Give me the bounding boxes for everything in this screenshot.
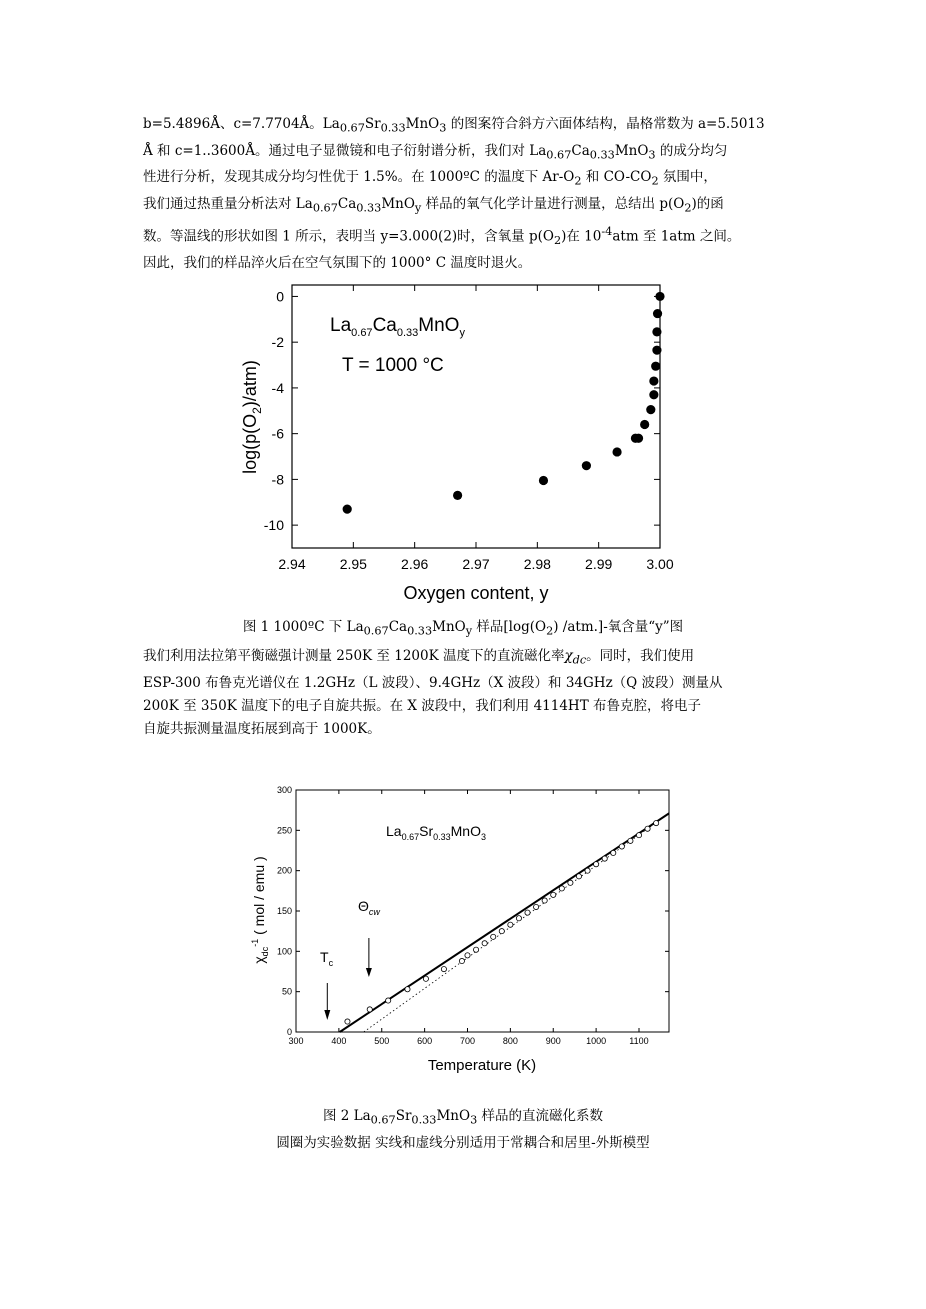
y-tick-label: 250: [276, 825, 292, 836]
x-tick-label: 700: [459, 1036, 476, 1046]
x-tick-label: 2.97: [462, 556, 490, 572]
x-tick-label: 1000: [586, 1036, 607, 1046]
paragraph-line: Å 和 c=1..3600Å。通过电子显微镜和电子衍射谱分析，我们对 $La_{0.67}Ca_{0.33}MnO_3$ 的成分均匀: [143, 142, 728, 162]
data-point: [491, 934, 496, 939]
x-tick-label: 2.95: [339, 556, 367, 572]
chart-title: $La_{0.67}Sr_{0.33}MnO_3$: [386, 823, 486, 842]
data-point: [651, 362, 660, 371]
y-tick-label: -6: [271, 425, 284, 442]
data-point: [602, 856, 607, 861]
top-paragraph: [143, 113, 788, 275]
data-point: [508, 922, 513, 927]
data-point: [459, 958, 464, 963]
y-tick-label: -2: [271, 334, 284, 351]
data-point: [652, 346, 661, 355]
y-tick-label: 300: [276, 785, 292, 795]
data-point: [441, 966, 446, 971]
paragraph-line: 我们利用法拉第平衡磁强计测量 250K 至 1200K 温度下的直流磁化率$\chi_{dc}$。同时，我们使用: [143, 648, 695, 667]
x-tick-label: 800: [502, 1036, 518, 1046]
y-tick-label: 100: [276, 946, 292, 957]
data-point: [525, 910, 530, 915]
paragraph-line: 性进行分析，发现其成分均匀性优于 1.5%。在 1000ºC 的温度下 $Ar-O_2$ 和 $CO-CO_2$ 氛围中，: [143, 169, 717, 189]
y-tick-label: -4: [271, 379, 284, 396]
x-tick-label: 2.98: [523, 556, 551, 572]
y-tick-label: 150: [276, 906, 292, 916]
data-point: [533, 904, 538, 909]
x-tick-label: 2.99: [585, 556, 613, 572]
x-tick-label: 600: [417, 1036, 433, 1046]
data-point: [576, 874, 581, 879]
data-point: [649, 390, 658, 399]
tc-arrowhead: [324, 1010, 330, 1020]
data-point: [640, 420, 649, 429]
data-point: [653, 309, 662, 318]
figure-1-caption: 图 1 1000ºC 下 $La_{0.67}Ca_{0.33}MnO_y$ 样品[$\log(O_2)$ /atm.]-氧含量“y”图: [242, 619, 684, 638]
y-tick-label: 0: [276, 288, 284, 305]
data-point: [594, 862, 599, 867]
data-point: [465, 953, 470, 958]
y-tick-label: 50: [281, 986, 292, 997]
x-axis-label: Oxygen content, y: [403, 583, 549, 603]
y-tick-label: 200: [276, 865, 292, 876]
middle-paragraph: [143, 645, 788, 741]
x-axis-label: Temperature (K): [427, 1057, 537, 1074]
data-point: [539, 476, 548, 485]
data-point: [645, 826, 650, 831]
data-point: [619, 844, 624, 849]
paragraph-line: 数。等温线的形状如图 1 所示，表明当 y=3.000(2)时，含氧量 $p(O_2)$在 $10^{-4}atm$ 至 1atm 之间。: [143, 224, 741, 247]
figure-2-caption-line1: 图 2 $La_{0.67}Sr_{0.33}MnO_3$ 样品的直流磁化系数: [322, 1108, 604, 1127]
data-point: [654, 820, 659, 825]
data-point: [367, 1007, 372, 1012]
x-tick-label: 2.96: [401, 556, 429, 572]
x-tick-label: 300: [288, 1036, 304, 1046]
tc-label: $T_c$: [320, 949, 334, 968]
data-point: [559, 886, 564, 891]
data-point: [473, 947, 478, 952]
theta-cw-arrowhead: [366, 968, 372, 977]
figure-1-chart: [230, 285, 674, 605]
paragraph-line: 200K 至 350K 温度下的电子自旋共振。在 X 波段中，我们利用 4114HT 布鲁克腔，将电子: [143, 697, 701, 714]
data-point: [499, 929, 504, 934]
data-point: [612, 447, 621, 456]
x-tick-label: 900: [545, 1036, 561, 1046]
data-point: [542, 898, 547, 903]
y-tick-label: 0: [286, 1027, 292, 1037]
figure-2-chart: [240, 780, 680, 1080]
data-point: [568, 880, 573, 885]
data-point: [655, 292, 664, 301]
theta-cw-label: $\Theta_{cw}$: [358, 898, 380, 917]
x-tick-label: 3.00: [646, 556, 674, 572]
y-axis-label: $\chi_{dc}^{-1}$ ( mol / emu ): [250, 856, 270, 964]
data-point: [634, 434, 643, 443]
data-point: [482, 941, 487, 946]
data-point: [453, 491, 462, 500]
data-point: [516, 916, 521, 921]
data-point: [582, 461, 591, 470]
data-point: [551, 892, 556, 897]
chart-title: $La_{0.67}Ca_{0.33}MnO_y$: [330, 315, 465, 339]
y-tick-label: -8: [271, 471, 284, 488]
paragraph-line: 我们通过热重量分析法对 $La_{0.67}Ca_{0.33}MnO_y$ 样品的氧气化学计量进行测量，总结出 $p(O_2)$的函: [143, 196, 724, 215]
y-axis-label: $\log(p(O_2)/atm)$: [240, 360, 264, 474]
data-point: [652, 327, 661, 336]
data-point: [628, 838, 633, 843]
data-point: [649, 376, 658, 385]
data-point: [585, 868, 590, 873]
figure-2-caption: [0, 1105, 926, 1154]
x-tick-label: 1100: [629, 1036, 649, 1046]
paragraph-line: b=5.4896Å、c=7.7704Å。$La_{0.67}Sr_{0.33}MnO_3$ 的图案符合斜方六面体结构，晶格常数为 a=5.5013: [143, 116, 765, 135]
figure-2-caption-line2: 圆圈为实验数据 实线和虚线分别适用于常耦合和居里-外斯模型: [276, 1134, 650, 1151]
data-point: [636, 833, 641, 838]
data-point: [345, 1019, 350, 1024]
x-tick-label: 2.94: [278, 556, 306, 572]
paragraph-line: 自旋共振测量温度拓展到高于 1000K。: [143, 720, 381, 737]
x-tick-label: 500: [374, 1036, 390, 1046]
x-tick-label: 400: [331, 1036, 347, 1046]
plot-frame: [296, 790, 669, 1032]
y-tick-label: -10: [263, 517, 284, 534]
data-point: [405, 987, 410, 992]
data-point: [386, 998, 391, 1003]
data-point: [343, 505, 352, 514]
data-point: [646, 405, 655, 414]
paragraph-line: ESP-300 布鲁克光谱仪在 1.2GHz（L 波段）、9.4GHz（X 波段）和 34GHz（Q 波段）测量从: [143, 674, 723, 691]
data-point: [611, 850, 616, 855]
data-point: [423, 976, 428, 981]
chart-annotation: T = 1000 °C: [342, 355, 444, 376]
paragraph-line: 因此，我们的样品淬火后在空气氛围下的 1000° C 温度时退火。: [143, 254, 532, 271]
